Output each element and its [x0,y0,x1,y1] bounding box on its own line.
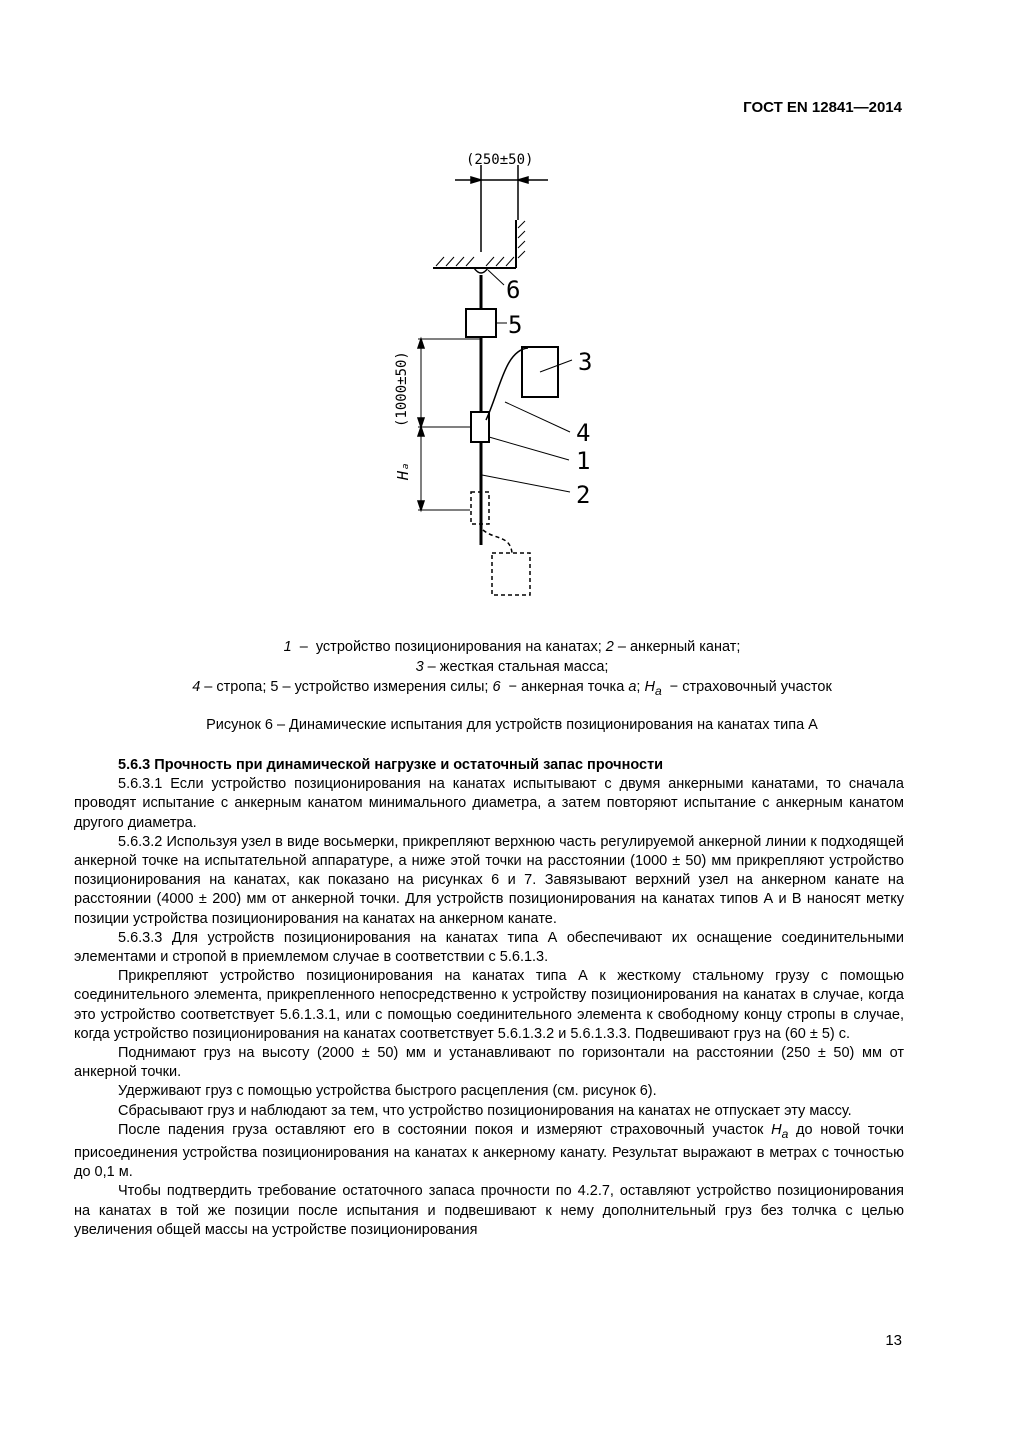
paragraph-hold-load: Удерживают груз с помощью устройства быстрого расцепления (см. рисунок 6). [118,1083,657,1100]
section-heading: 5.6.3 Прочность при динамической нагрузке и остаточный запас прочности [118,757,664,773]
p8-text-a: После падения груза оставляют его в состоянии покоя и измеряют страховочный участок [118,1121,772,1138]
paragraph-measure-ha [74,1121,904,1183]
diagram-lines [418,165,572,595]
p8-text-b: до новой точки присоединения устройства позиционирования на канатах к анкерному канату. Результат выражают в метрах с точностью до 0,1 м. [74,1121,904,1181]
legend-num-1: 1 [283,639,292,655]
paragraph-5-6-3-1: 5.6.3.1 Если устройство позиционирования на канатах испытывают с двумя анкерными канатами, то сначала проводят испытание с анкерным канатом минимального диаметра, а затем повторяют испытание с анкерным канатом другого диаметра. [74,776,904,831]
legend-ha-h: H [644,679,655,695]
section-body [74,756,904,1240]
legend-text-ha: − страховочный участок [661,679,832,695]
callout-1: 1 [576,447,591,475]
legend-num-2: 2 [605,639,614,655]
legend-anchor-a: а [628,679,637,695]
dimension-top-label: (250±50) [466,152,534,168]
paragraph-5-6-3-3: 5.6.3.3 Для устройств позиционирования на канатах типа А обеспечивают их оснащение соединительными элементами и стропой в приемлемом случае в соответствии с 5.6.1.3. [74,929,904,966]
document-header: ГОСТ EN 12841—2014 [743,99,902,116]
paragraph-attach-load: Прикрепляют устройство позиционирования на канатах типа А к жесткому стальному грузу с помощью соединительного элемента, прикрепленного непосредственно к устройству позиционирования на канатах в случае, когда это устройство соответствует 5.6.1.3.1, или с помощью соединительного элемента к свободному концу стропы в случае, когда устройство позиционирования на канатах соответствует 5.6.1.3.2 и 5.6.1.3.3. Подвешивают груз на (60 ± 5) с. [74,968,904,1042]
legend-text-4: – стропа; 5 – устройство измерения силы; [200,679,493,695]
legend-ha-sub: а [654,683,662,698]
figure-caption: Рисунок 6 – Динамические испытания для устройств позиционирования на канатах типа А [206,717,818,733]
paragraph-residual-strength: Чтобы подтвердить требование остаточного запаса прочности по 4.2.7, оставляют устройство позиционирования на канатах в той же позиции после испытания и подвешивают к нему дополнительный груз без толчка с целью увеличения общей массы на устройстве позиционирования [74,1183,904,1238]
legend-num-4: 4 [192,679,201,695]
legend-num-6: 6 [492,679,501,695]
p8-ha-sub: а [781,1126,789,1141]
page-number: 13 [885,1332,902,1349]
legend-sep: ; [636,679,645,695]
legend-text-1: – устройство позиционирования на канатах; [291,639,606,655]
callout-2: 2 [576,481,591,509]
dimension-side-label: (1000±50) [394,351,410,427]
legend-num-3: 3 [415,659,424,675]
callout-4: 4 [576,419,591,447]
figure-legend-line-2 [74,657,950,677]
figure-legend-line-3 [74,677,950,701]
paragraph-release-load: Сбрасывают груз и наблюдают за тем, что устройство позиционирования на канатах не отпускает эту массу. [118,1102,852,1119]
legend-text-3: – жесткая стальная масса; [423,659,609,675]
figure-legend-line-1 [74,637,950,657]
test-rig-diagram [380,140,640,610]
ha-label: Hₐ [394,461,412,480]
p8-ha-h: H [771,1121,782,1138]
callout-6: 6 [506,276,521,304]
callout-3: 3 [578,348,593,376]
callout-5: 5 [508,311,523,339]
paragraph-5-6-3-2: 5.6.3.2 Используя узел в виде восьмерки, прикрепляют верхнюю часть регулируемой анкерной линии к подходящей анкерной точке на испытательной аппаратуре, а ниже этой точки на расстоянии (1000 ± 50) мм прикрепляют устройство позиционирования на канатах, как показано на рисунках 6 и 7. Завязывают верхний узел на анкерном канате на расстоянии (4000 ± 200) мм от анкерной точки. Для устройств позиционирования на канатах типов А и В наносят метку позиции устройства позиционирования на канатах на анкерном канате. [74,833,904,927]
paragraph-raise-load: Поднимают груз на высоту (2000 ± 50) мм и устанавливают по горизонтали на расстоянии (250 ± 50) мм от анкерной точки. [74,1045,904,1081]
legend-text-6: − анкерная точка [500,679,629,695]
legend-text-2: – анкерный канат; [613,639,741,655]
